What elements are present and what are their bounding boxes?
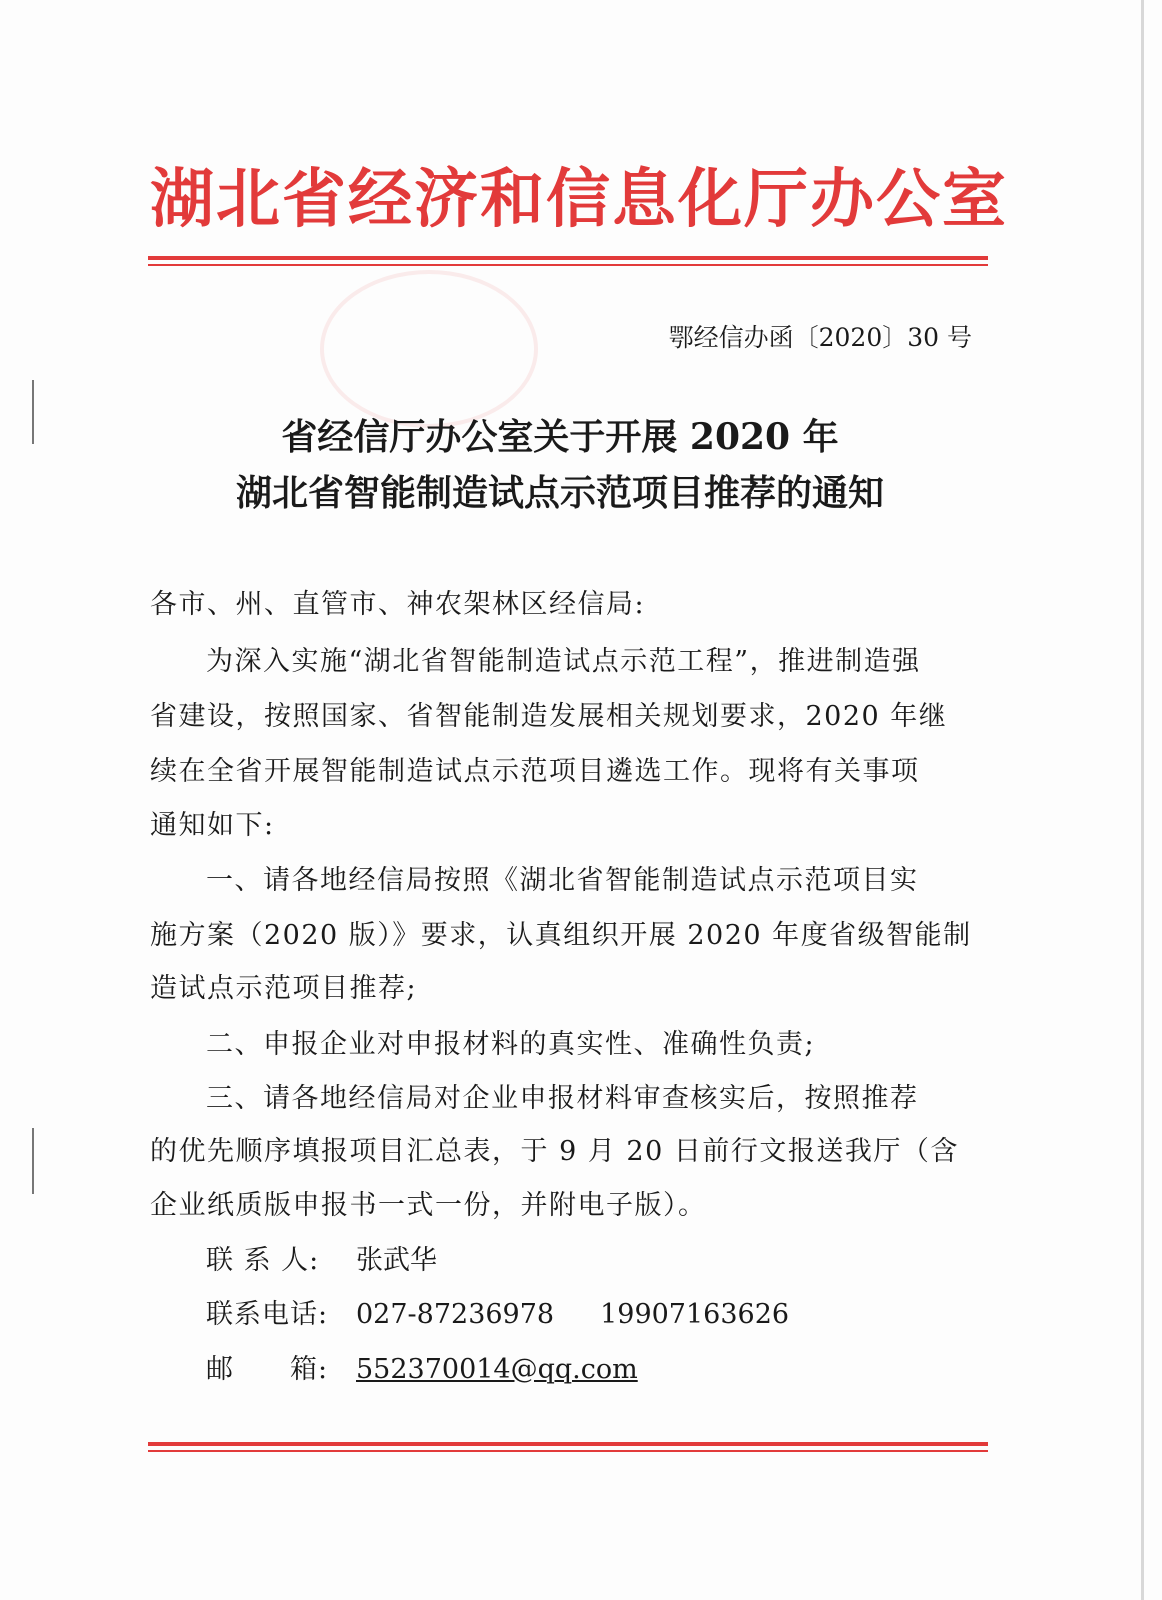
salutation: 各市、州、直管市、神农架林区经信局: [150, 589, 646, 620]
notice-title-line-2: 湖北省智能制造试点示范项目推荐的通知 [235, 472, 884, 514]
contact-email-label: 邮 箱: [206, 1354, 329, 1385]
item-2-line: 二、申报企业对申报材料的真实性、准确性负责; [206, 1029, 816, 1060]
footer-rule-thin [148, 1450, 988, 1452]
item-3-line: 三、请各地经信局对企业申报材料审查核实后，按照推荐 [206, 1083, 919, 1114]
paragraph-line: 为深入实施“湖北省智能制造试点示范工程”，推进制造强 [206, 646, 921, 677]
header-rule-thin [148, 264, 988, 266]
faint-seal-stamp [320, 270, 538, 428]
binding-mark-top [32, 380, 34, 444]
item-1-line: 造试点示范项目推荐; [150, 973, 418, 1004]
scan-edge [1141, 0, 1144, 1600]
paragraph-line: 续在全省开展智能制造试点示范项目遴选工作。现将有关事项 [150, 756, 920, 787]
contact-person-value: 张武华 [356, 1245, 437, 1276]
paragraph-line: 省建设，按照国家、省智能制造发展相关规划要求，2020 年继 [150, 701, 948, 732]
contact-phone-mobile: 19907163626 [600, 1299, 790, 1330]
item-3-line: 的优先顺序填报项目汇总表，于 9 月 20 日前行文报送我厅（含 [150, 1136, 959, 1167]
item-1-line: 施方案（2020 版）》要求，认真组织开展 2020 年度省级智能制 [150, 920, 972, 951]
contact-email-link[interactable]: 552370014@qq.com [356, 1354, 638, 1385]
contact-email-row [206, 1350, 638, 1390]
contact-phone-landline: 027-87236978 [356, 1299, 555, 1330]
item-1-line: 一、请各地经信局按照《湖北省智能制造试点示范项目实 [206, 865, 919, 896]
contact-phone-row [206, 1295, 789, 1335]
contact-person-label: 联 系 人: [206, 1245, 320, 1276]
paragraph-line: 通知如下: [150, 810, 275, 841]
document-number: 鄂经信办函〔2020〕30 号 [668, 323, 972, 352]
item-3-line: 企业纸质版申报书一式一份，并附电子版）。 [150, 1190, 707, 1221]
header-rule-thick [148, 256, 988, 260]
footer-rule-thick [148, 1442, 988, 1446]
notice-title-line-1: 省经信厅办公室关于开展 2020 年 [281, 416, 839, 458]
issuer-header: 湖北省经济和信息化厅办公室 [150, 163, 1008, 237]
binding-mark-bottom [32, 1128, 34, 1194]
contact-person-row [206, 1241, 437, 1281]
contact-phone-label: 联系电话: [206, 1299, 329, 1330]
